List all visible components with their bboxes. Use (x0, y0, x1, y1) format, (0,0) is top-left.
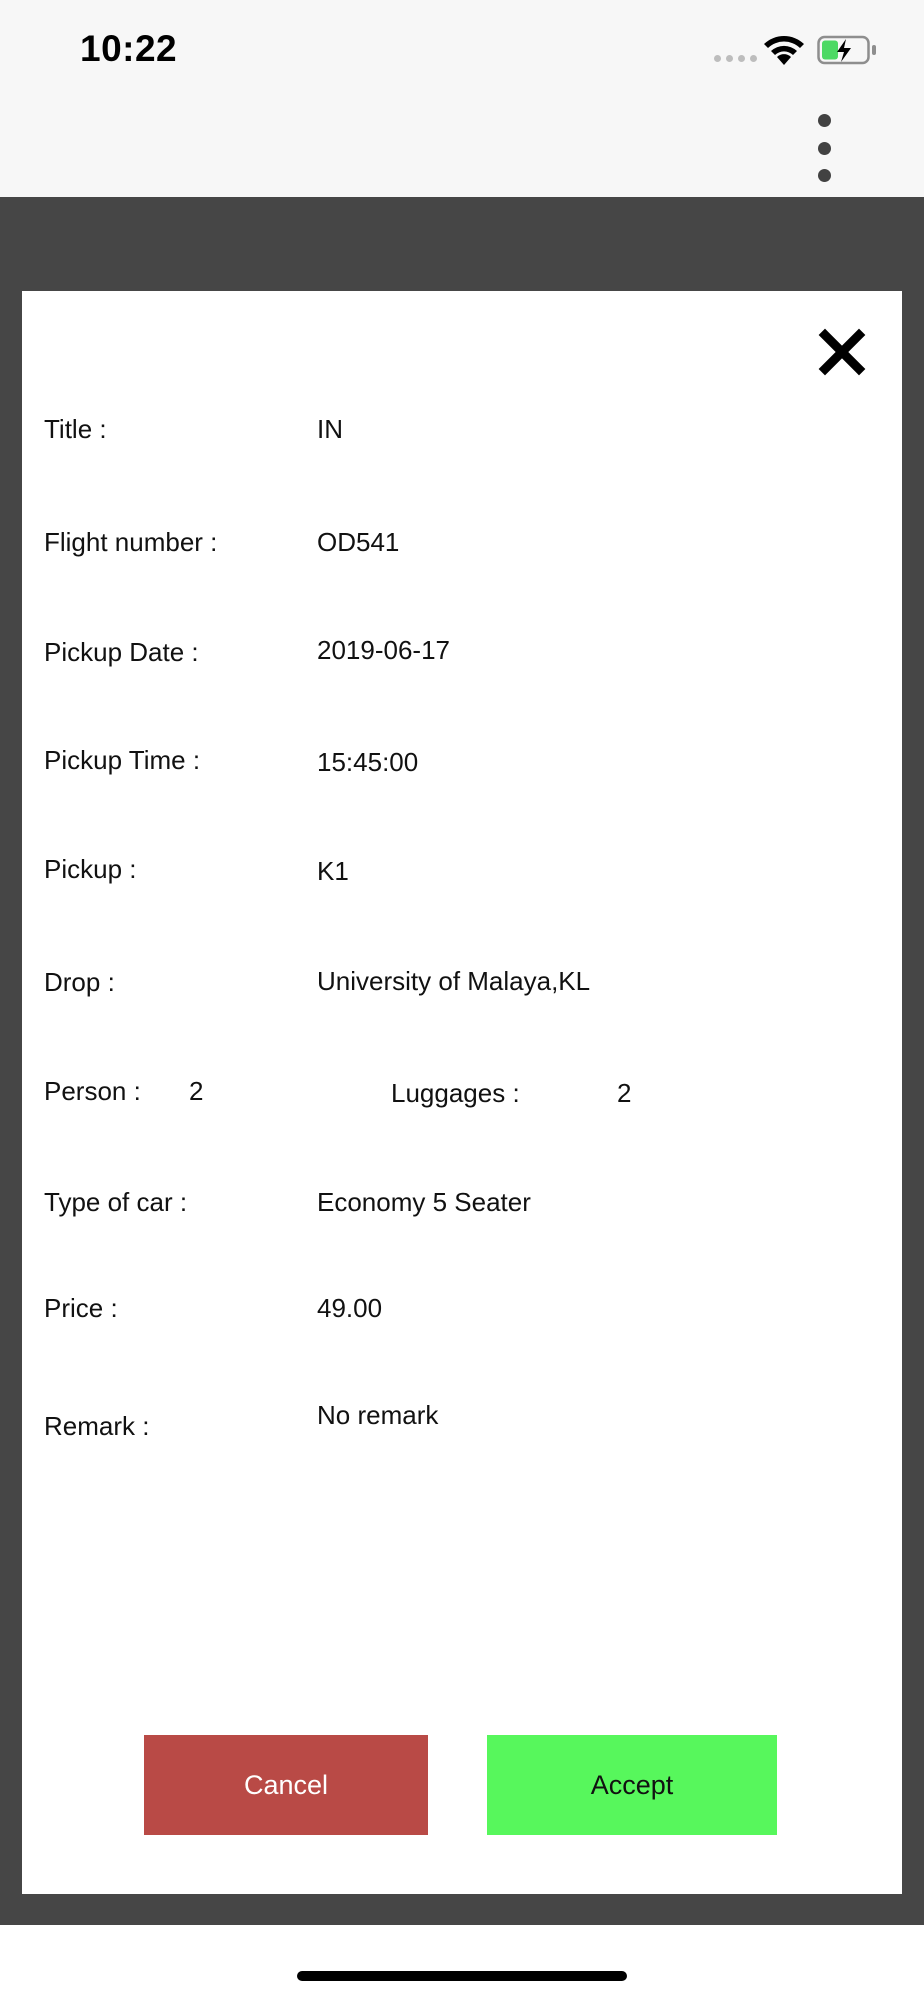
pickup-date-label: Pickup Date : (44, 637, 199, 667)
pickup-time-value: 15:45:00 (317, 747, 419, 777)
accept-button[interactable]: Accept (487, 1735, 777, 1835)
status-time: 10:22 (80, 28, 178, 69)
signal-dots-icon (714, 55, 757, 62)
person-value: 2 (189, 1076, 204, 1106)
title-label: Title : (44, 414, 107, 444)
car-type-label: Type of car : (44, 1187, 188, 1217)
battery-charging-icon (817, 34, 877, 66)
home-indicator[interactable] (297, 1971, 627, 1981)
title-value: IN (317, 414, 343, 444)
remark-value: No remark (317, 1400, 439, 1430)
app-bar (0, 100, 924, 197)
luggages-label: Luggages : (391, 1078, 520, 1108)
person-label: Person : (44, 1076, 141, 1106)
pickup-date-value: 2019-06-17 (317, 635, 450, 665)
remark-label: Remark : (44, 1411, 150, 1441)
pickup-time-label: Pickup Time : (44, 745, 201, 775)
pickup-value: K1 (317, 856, 349, 886)
price-value: 49.00 (317, 1293, 383, 1323)
flight-number-value: OD541 (317, 527, 400, 557)
close-icon[interactable] (818, 328, 866, 376)
price-label: Price : (44, 1293, 118, 1323)
wifi-icon (762, 32, 806, 66)
pickup-label: Pickup : (44, 854, 137, 884)
drop-value: University of Malaya,KL (317, 966, 591, 996)
flight-number-label: Flight number : (44, 527, 218, 557)
cancel-button[interactable]: Cancel (144, 1735, 428, 1835)
luggages-value: 2 (617, 1078, 632, 1108)
drop-label: Drop : (44, 967, 115, 997)
car-type-value: Economy 5 Seater (317, 1187, 531, 1217)
more-vertical-icon[interactable] (804, 110, 844, 186)
bottom-safe-area (0, 1925, 924, 2000)
